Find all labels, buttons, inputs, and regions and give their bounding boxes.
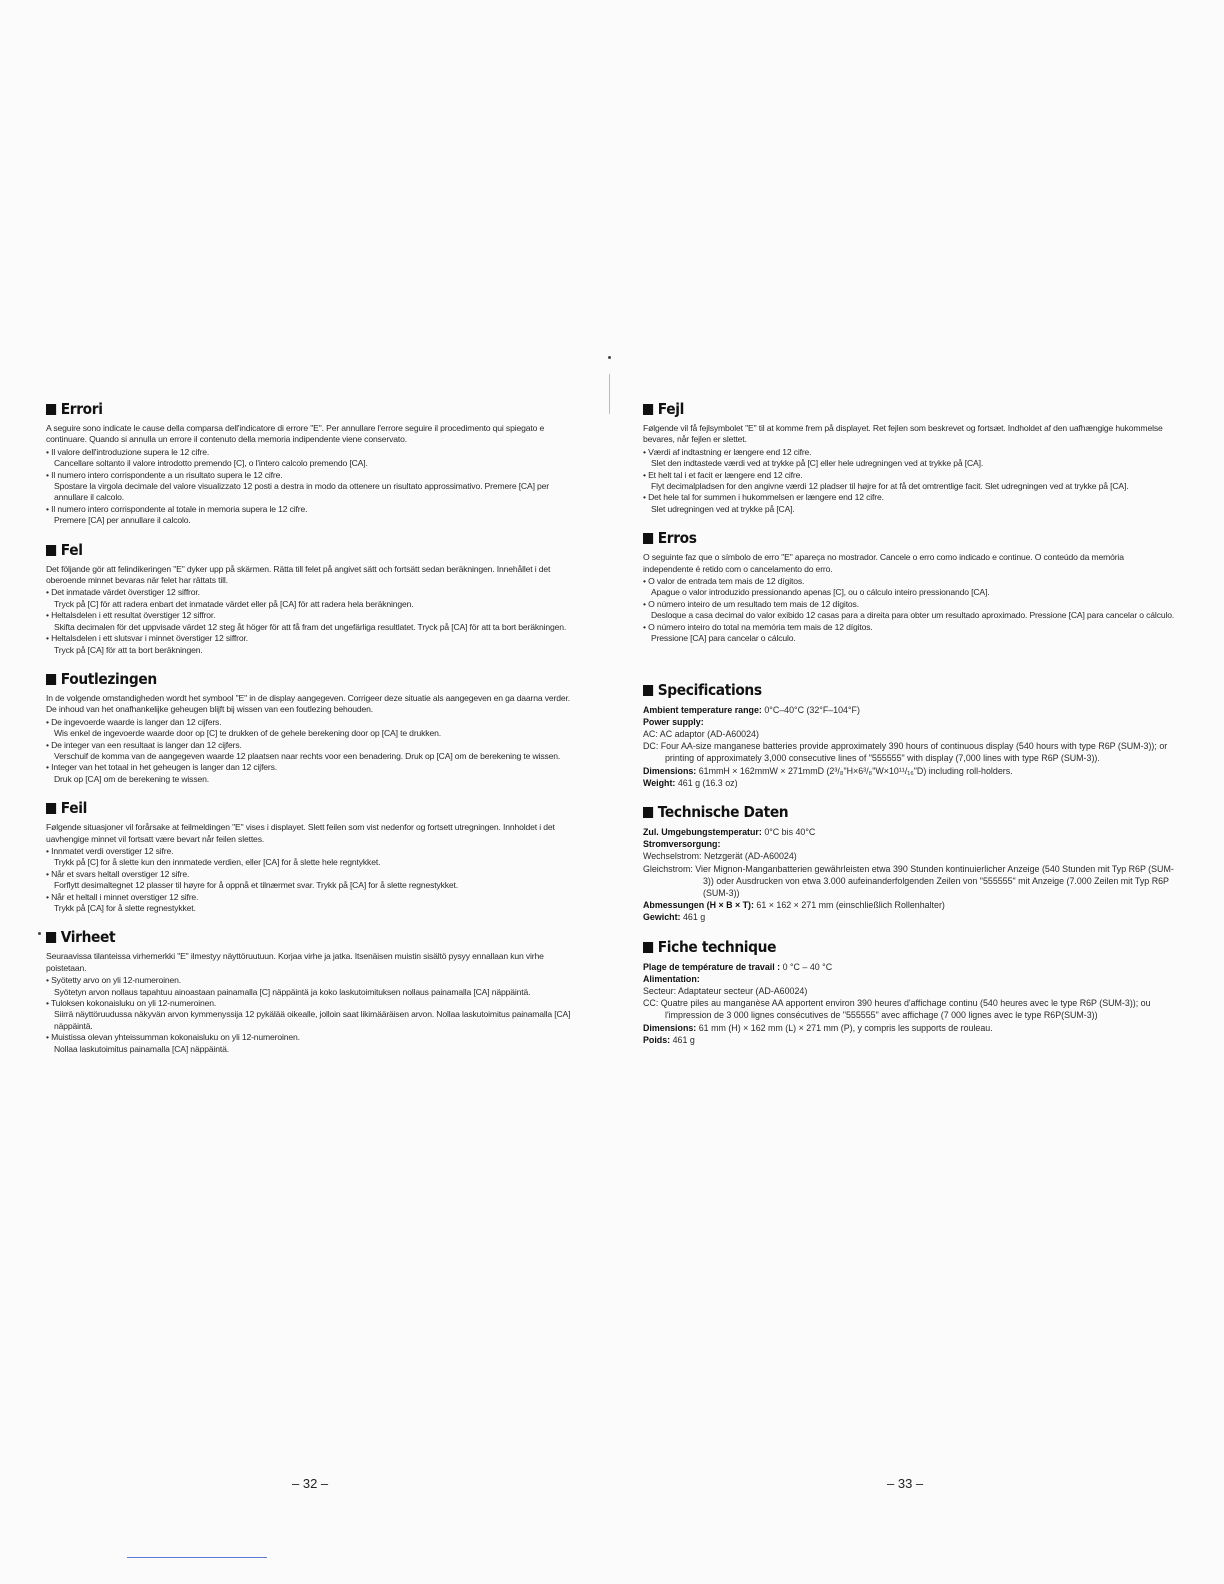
bullet-detail: Wis enkel de ingevoerde waarde door op [C] te drukken of de gehele berekening door op [CA] te drukken. [54,728,441,739]
bullet-detail: Forflytt desimaltegnet 12 plasser til høyre for å oppnå et tilnærmet svar. Trykk på [CA] for å slette regnestykket. [54,880,459,891]
page-gutter-line [609,374,610,414]
bullet-detail: Apague o valor introduzido pressionando apenas [C], ou o cálculo inteiro pressionando [CA]. [651,587,990,598]
section-foutlezingen [46,670,582,785]
spec-temperature: Ambient temperature range: 0°C–40°C (32°F–104°F) [643,704,860,715]
section-intro: A seguire sono indicate le cause della comparsa dell'indicatore di errore "E". Per annullare l'errore seguire il procedimento qui spiegato e continuare. Quando si annulla un errore il contenuto della memoria indipendente viene conservato. [46,423,545,445]
bullet-detail: Skifta decimalen för det uppvisade värdet 12 steg åt höger för att få fram det ungefärliga resultlatet. Tryck på [CA] för att ta bort beräkningen. [54,621,567,632]
section-heading: Errori [46,400,539,418]
bullet-detail: Premere [CA] per annullare il calcolo. [54,515,191,526]
bullet-item: • Il valore dell'introduzione supera le 12 cifre. [46,446,210,457]
square-bullet-icon [46,932,56,943]
bullet-detail: Desloque a casa decimal do valor exibido 12 casas para a direita para obter um resultado aproximado. Pressione [CA] para cancelar o cálculo. [651,610,1175,621]
page-number-left: – 32 – [292,1476,329,1491]
bullet-detail: Syötetyn arvon nollaus tapahtuu ainoastaan painamalla [C] näppäintä ja koko laskutoimituksen nollaus painamalla [CA] näppäintä. [54,986,531,997]
section-fiche-technique [643,938,1175,1046]
square-bullet-icon [643,404,653,415]
spec-power-label: Stromversorgung: [643,839,721,850]
square-bullet-icon [643,533,653,544]
spec-temperature: Plage de température de travail : 0 °C – 40 °C [643,961,833,972]
square-bullet-icon [46,803,56,814]
bullet-detail: Trykk på [C] for å slette kun den innmatede verdien, eller [CA] for å slette hele regntykket. [54,857,381,868]
square-bullet-icon [46,674,56,685]
section-intro: In de volgende omstandigheden wordt het symbool "E" in de display aangegeven. Corrigeer deze situatie als aangegeven en ga daarna verder. De inhoud van het onafhankelijke geheugen blijft bij wissen van een foutlezing behouden. [46,692,570,715]
bullet-item: • Værdi af indtastning er længere end 12 cifre. [643,446,812,457]
section-fejl [643,400,1175,515]
square-bullet-icon [643,942,653,953]
section-intro: Følgende situasjoner vil forårsake at feilmeldingen "E" vises i displayet. Slett feilen som vist nedenfor og fortsett utregningen. Innholdet i det uavhengige minnet vil fortsatt være bevart når feilen slettes. [46,822,555,844]
bullet-detail: Slet den indtastede værdi ved at trykke på [C] eller hele udregningen ved at trykke på [CA]. [651,458,984,469]
spec-weight: Gewicht: 461 g [643,912,706,923]
spec-temperature: Zul. Umgebungstemperatur: 0°C bis 40°C [643,826,816,837]
bullet-item: • Når et heltall i minnet overstiger 12 sifre. [46,891,199,902]
spec-dimensions: Dimensions: 61 mm (H) × 162 mm (L) × 271 mm (P), y compris les supports de rouleau. [643,1022,993,1033]
section-intro: Det följande gör att felindikeringen "E" dyker upp på skärmen. Rätta till felet på angivet sätt och fortsätt sedan beräkningen. Innehållet i det oberoende minnet bevaras när felet har rättats till. [46,563,551,586]
section-heading: Foutlezingen [46,670,539,688]
section-heading: Fel [46,541,539,559]
bullet-item: • Når et svars heltall overstiger 12 sifre. [46,868,190,879]
bullet-detail: Nollaa laskutoimitus painamalla [CA] näppäintä. [54,1043,229,1054]
bullet-item: • Muistissa olevan yhteissumman kokonaisluku on yli 12-numeroinen. [46,1032,300,1043]
left-page [46,400,582,1069]
square-bullet-icon [46,545,56,556]
section-feil [46,799,582,914]
spec-dc: CC: Quatre piles au manganèse AA apportent environ 390 heures d'affichage continu (540 heures avec le type R6P (SUM-3)); ou l'impression de 3 000 lignes consécutives de "555555" avec affichage (7 000 lignes avec le type R6P(SUM-3)) [643,998,1151,1021]
spec-weight: Weight: 461 g (16.3 oz) [643,777,738,788]
bullet-detail: Flyt decimalpladsen for den angivne værdi 12 pladser til højre for at få det omtrentlige facit. Slet udregningen ved at trykke på [CA]. [651,481,1129,492]
bullet-detail: Druk op [CA] om de berekening te wissen. [54,773,209,784]
bullet-detail: Verschuif de komma van de aangegeven waarde 12 plaatsen naar rechts voor een benadering. Druk op [CA] om de berekening te wissen. [54,750,561,761]
bullet-item: • Det hele tal for summen i hukommelsen er længere end 12 cifre. [643,492,884,503]
bullet-item: • Innmatet verdi overstiger 12 sifre. [46,845,174,856]
bullet-item: • Et helt tal i et facit er længere end 12 cifre. [643,469,803,480]
section-intro: O seguinte faz que o símbolo de erro "E" apareça no mostrador. Cancele o erro como indicado e continue. O conteúdo da memória independente é retido com o cancelamento do erro. [643,552,1124,574]
bullet-item: • Tuloksen kokonaisluku on yli 12-numeroinen. [46,998,217,1009]
spec-power-label: Alimentation: [643,973,700,984]
section-heading: Feil [46,799,539,817]
spec-dimensions: Dimensions: 61mmH × 162mmW × 271mmD (2³/₈"H×6³/₈"W×10¹¹/₁₆"D) including roll-holders. [643,765,1013,776]
section-heading: Fejl [643,400,1132,418]
spec-dimensions: Abmessungen (H × B × T): 61 × 162 × 271 mm (einschließlich Rollenhalter) [643,900,945,911]
square-bullet-icon [46,404,56,415]
section-technische-daten [643,803,1175,924]
section-heading: Virheet [46,928,539,946]
section-heading: Technische Daten [643,803,1132,821]
bullet-item: • De integer van een resultaat is langer dan 12 cijfers. [46,739,242,750]
section-fel [46,541,582,656]
bullet-detail: Slet udregningen ved at trykke på [CA]. [651,503,795,514]
bullet-item: • Det inmatade värdet överstiger 12 siffror. [46,587,200,598]
bullet-item: • O número inteiro de um resultado tem mais de 12 dígitos. [643,598,859,609]
spec-power-label: Power supply: [643,716,704,727]
spec-ac: Secteur: Adaptateur secteur (AD-A60024) [643,985,808,996]
scan-edge-line [127,1557,267,1558]
section-intro: Seuraavissa tilanteissa virhemerkki "E" ilmestyy näyttöruutuun. Korjaa virhe ja jatka. Itsenäisen muistin sisältö pysyy ennallaan kun virhe poistetaan. [46,951,544,973]
section-heading: Erros [643,529,1132,547]
bullet-item: • De ingevoerde waarde is langer dan 12 cijfers. [46,716,222,727]
bullet-item: • Syötetty arvo on yli 12-numeroinen. [46,975,182,986]
section-specifications [643,681,1175,789]
section-intro: Følgende vil få fejlsymbolet "E" til at komme frem på displayet. Ret fejlen som beskrevet og fortsæt. Indholdet af den uafhængige hukommelse bevares, når fejlen er slettet. [643,423,1163,445]
bullet-detail: Trykk på [CA] for å slette regnestykket. [54,903,196,913]
spec-dc: DC: Four AA-size manganese batteries provide approximately 390 hours of continuous display (540 hours with type R6P (SUM-3)); or printing of approximately 3,000 consecutive lines of "555555" with display (7,000 lines with type R6P (SUM-3)). [643,741,1168,764]
bullet-detail: Spostare la virgola decimale del valore visualizzato 12 posti a destra in modo da ottenere un risultato approssimativo. Premere [CA] per annullare il calcolo. [54,481,550,503]
spec-dc: Gleichstrom: Vier Mignon-Manganbatterien gewährleisten etwa 390 Stunden kontinuierlicher Anzeige (540 Stunden mit Typ R6P (SUM-3)) oder Ausdrucken von etwa 3.000 aufeinanderfolgenden Zeilen von "555555" mit Anzeige (7.000 Zeilen mit Typ R6P (SUM-3)) [643,863,1174,898]
bullet-detail: Tryck på [C] för att radera enbart det inmatade värdet eller på [CA] för att radera hela beräkningen. [54,598,414,609]
spec-ac: Wechselstrom: Netzgerät (AD-A60024) [643,851,797,862]
square-bullet-icon [643,685,653,696]
section-erros [643,529,1175,644]
scan-speck [38,932,41,935]
bullet-item: • Il numero intero corrispondente al totale in memoria supera le 12 cifre. [46,503,308,514]
section-heading: Fiche technique [643,938,1132,956]
page-number-right: – 33 – [887,1476,924,1491]
bullet-item: • Heltalsdelen i ett slutsvar i minnet överstiger 12 siffror. [46,633,248,644]
bullet-item: • Heltalsdelen i ett resultat överstiger 12 siffror. [46,610,216,621]
bullet-item: • Il numero intero corrispondente a un risultato supera le 12 cifre. [46,469,283,480]
section-virheet [46,928,582,1055]
bullet-detail: Tryck på [CA] för att ta bort beräkningen. [54,644,203,655]
square-bullet-icon [643,807,653,818]
bullet-item: • O valor de entrada tem mais de 12 dígitos. [643,576,805,587]
spec-ac: AC: AC adaptor (AD-A60024) [643,728,759,739]
bullet-detail: Siirrä näyttöruudussa näkyvän arvon kymmenyssija 12 pykälää oikealle, jolloin saat likimääräisen arvon. Nollaa laskutoimitus painamalla [CA] näppäintä. [54,1009,571,1031]
section-errori [46,400,582,527]
bullet-item: • Integer van het totaal in het geheugen is langer dan 12 cijfers. [46,762,278,773]
right-page [643,400,1175,1060]
bullet-item: • O número inteiro do total na memória tem mais de 12 dígitos. [643,621,873,632]
bullet-detail: Pressione [CA] para cancelar o cálculo. [651,633,796,644]
bullet-detail: Cancellare soltanto il valore introdotto premendo [C], o l'intero calcolo premendo [CA]. [54,458,368,469]
spec-weight: Poids: 461 g [643,1034,695,1045]
section-heading: Specifications [643,681,1132,699]
scan-speck [608,356,611,359]
